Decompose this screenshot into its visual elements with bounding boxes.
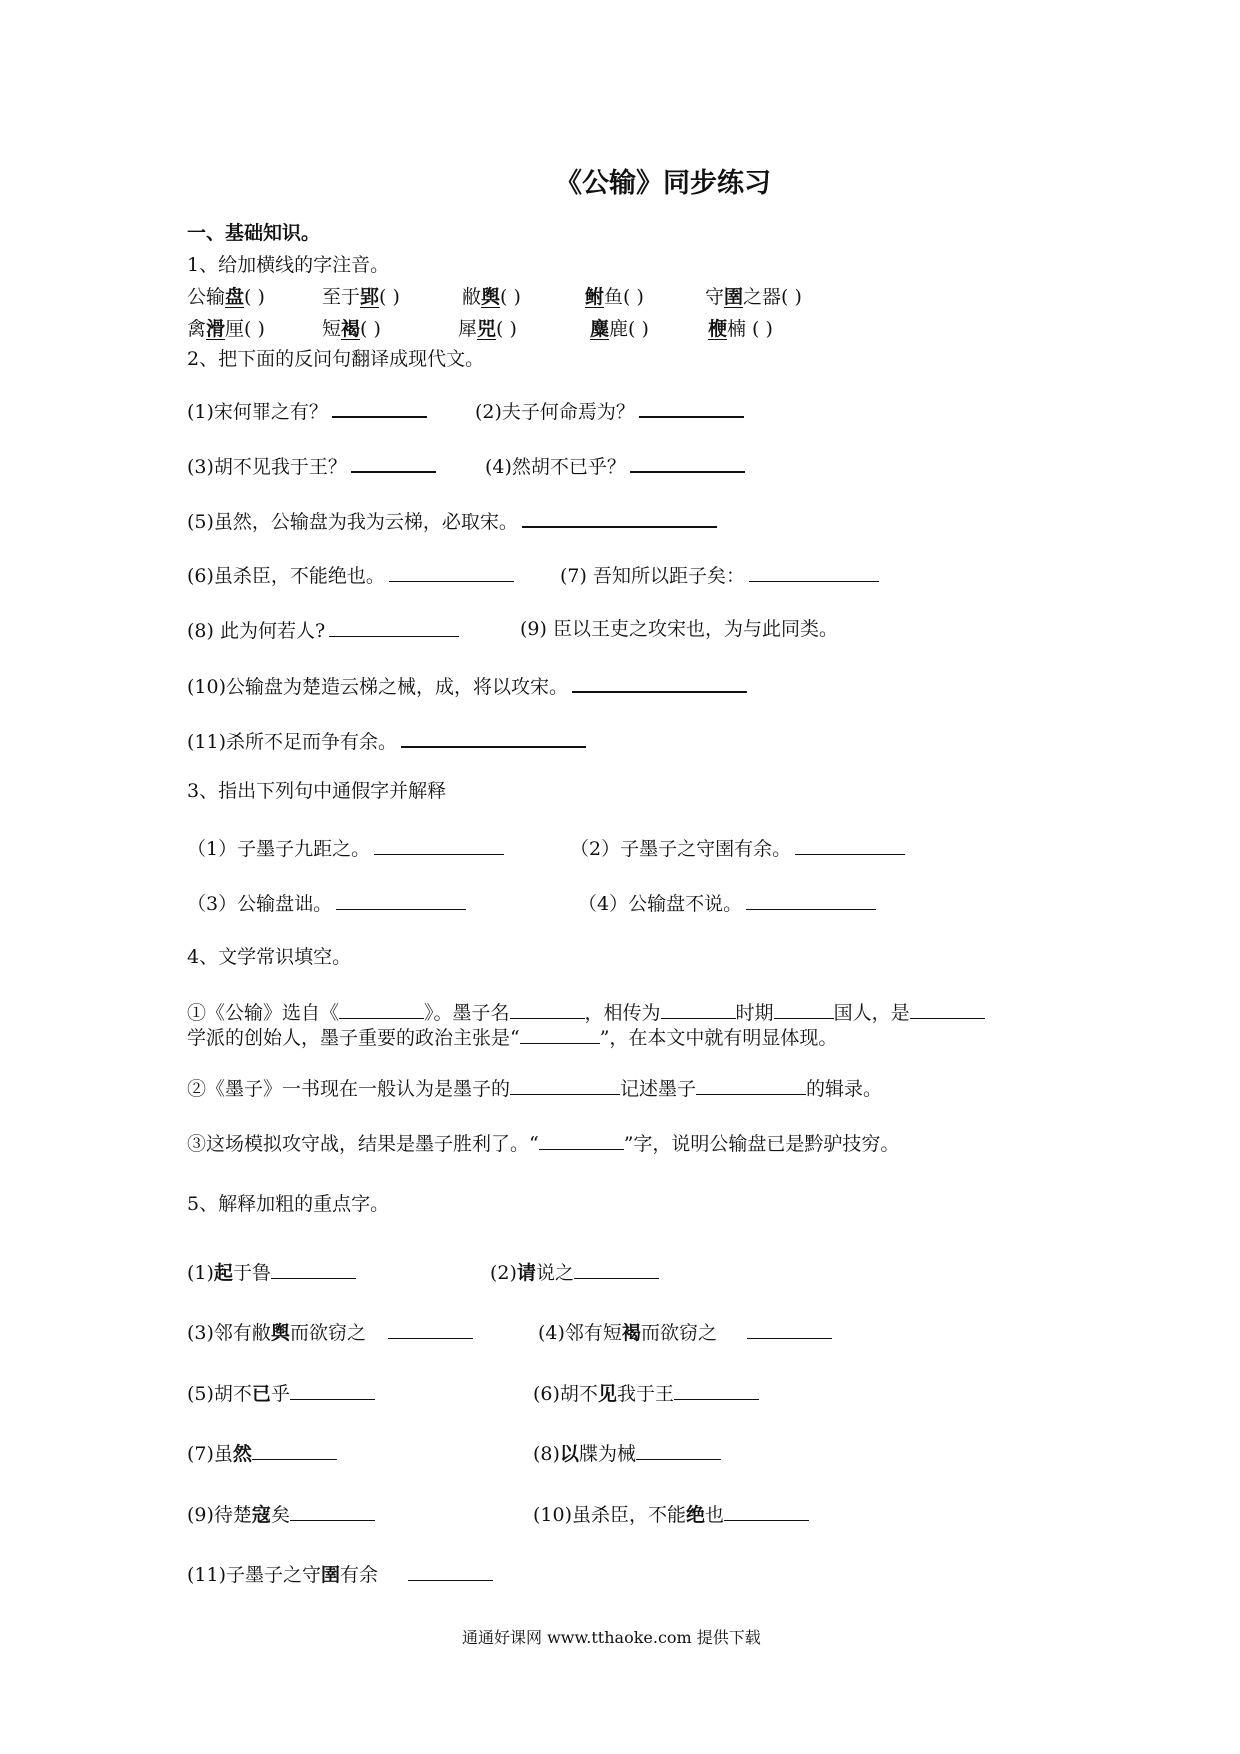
tongjia-item: （1）子墨子九距之。 bbox=[187, 838, 504, 859]
answer-blank[interactable] bbox=[520, 1027, 600, 1044]
keyword-item: (5)胡不已乎 bbox=[187, 1383, 375, 1404]
translate-item: (4)然胡不已乎？ bbox=[485, 455, 745, 477]
keyword-item: (7)虽然 bbox=[187, 1443, 337, 1464]
answer-blank[interactable] bbox=[336, 893, 466, 910]
answer-blank[interactable] bbox=[795, 838, 905, 855]
answer-blank[interactable] bbox=[636, 1443, 721, 1460]
answer-blank[interactable] bbox=[910, 1002, 985, 1019]
translate-item: (8) 此为何若人? bbox=[187, 620, 459, 641]
translate-item: (2)夫子何命焉为？ bbox=[475, 400, 744, 422]
pinyin-item: 敝舆( ) bbox=[462, 286, 521, 308]
answer-blank[interactable] bbox=[522, 510, 717, 528]
answer-blank[interactable] bbox=[290, 1383, 375, 1400]
answer-blank[interactable] bbox=[329, 620, 459, 637]
pinyin-item: 短褐( ) bbox=[322, 318, 381, 340]
answer-blank[interactable] bbox=[510, 1078, 620, 1095]
translate-item: (7) 吾知所以距子矣： bbox=[560, 565, 879, 586]
answer-blank[interactable] bbox=[696, 1078, 806, 1095]
question-2-heading: 2、把下面的反问句翻译成现代文。 bbox=[187, 348, 485, 370]
answer-blank[interactable] bbox=[574, 1262, 659, 1279]
answer-blank[interactable] bbox=[630, 455, 745, 473]
literature-paragraph-1: ①《公输》选自《 》。墨子名 ，相传为 时期 国人，是 bbox=[187, 1002, 985, 1023]
pinyin-item: 犀兕( ) bbox=[458, 318, 517, 340]
answer-blank[interactable] bbox=[747, 1322, 832, 1339]
answer-blank[interactable] bbox=[539, 1133, 624, 1150]
question-3-heading: 3、指出下列句中通假字并解释 bbox=[187, 780, 447, 802]
translate-item: (11)杀所不足而争有余。 bbox=[187, 730, 586, 752]
keyword-item: (10)虽杀臣，不能绝也 bbox=[533, 1504, 809, 1525]
footer-credit: 通通好课网 www.tthaoke.com 提供下载 bbox=[462, 1628, 761, 1647]
answer-blank[interactable] bbox=[252, 1443, 337, 1460]
keyword-item: (8)以牒为械 bbox=[533, 1443, 721, 1464]
translate-item: (1)宋何罪之有？ bbox=[187, 400, 427, 422]
translate-item: (10)公输盘为楚造云梯之械，成，将以攻宋。 bbox=[187, 675, 747, 697]
keyword-item: (1)起于鲁 bbox=[187, 1262, 356, 1283]
keyword-item: (3)邻有敝舆而欲窃之 bbox=[187, 1322, 473, 1343]
answer-blank[interactable] bbox=[774, 1002, 834, 1019]
pinyin-item: 麋鹿( ) bbox=[590, 318, 649, 340]
answer-blank[interactable] bbox=[674, 1383, 759, 1400]
answer-blank[interactable] bbox=[746, 893, 876, 910]
literature-paragraph-1-cont: 学派的创始人，墨子重要的政治主张是“ ”，在本文中就有明显体现。 bbox=[187, 1027, 838, 1049]
answer-blank[interactable] bbox=[388, 1322, 473, 1339]
answer-blank[interactable] bbox=[510, 1002, 585, 1019]
question-4-heading: 4、文学常识填空。 bbox=[187, 946, 352, 968]
answer-blank[interactable] bbox=[639, 400, 744, 418]
answer-blank[interactable] bbox=[374, 838, 504, 855]
question-5-heading: 5、解释加粗的重点字。 bbox=[187, 1193, 390, 1215]
keyword-item: (9)待楚寇矣 bbox=[187, 1504, 375, 1525]
answer-blank[interactable] bbox=[351, 455, 436, 473]
answer-blank[interactable] bbox=[749, 565, 879, 582]
literature-paragraph-2: ②《墨子》一书现在一般认为是墨子的 记述墨子 的辑录。 bbox=[187, 1078, 883, 1100]
translate-item: (3)胡不见我于王？ bbox=[187, 455, 436, 477]
translate-item: (5)虽然，公输盘为我为云梯，必取宋。 bbox=[187, 510, 717, 532]
keyword-item: (4)邻有短褐而欲窃之 bbox=[538, 1322, 832, 1343]
translate-item: (9) 臣以王吏之攻宋也，为与此同类。 bbox=[520, 618, 838, 640]
tongjia-item: （3）公输盘诎。 bbox=[187, 893, 466, 914]
pinyin-item: 禽滑厘( ) bbox=[187, 318, 265, 340]
answer-blank[interactable] bbox=[389, 565, 514, 582]
pinyin-item: 鲋鱼( ) bbox=[585, 286, 644, 308]
answer-blank[interactable] bbox=[339, 1002, 424, 1019]
answer-blank[interactable] bbox=[724, 1504, 809, 1521]
pinyin-item: 守圉之器( ) bbox=[705, 286, 802, 308]
keyword-item: (11)子墨子之守圉有余 bbox=[187, 1564, 493, 1585]
keyword-item: (6)胡不见我于王 bbox=[533, 1383, 759, 1404]
section-heading: 一、基础知识。 bbox=[187, 222, 321, 244]
tongjia-item: （4）公输盘不说。 bbox=[578, 893, 876, 914]
answer-blank[interactable] bbox=[401, 730, 586, 748]
literature-paragraph-3: ③这场模拟攻守战，结果是墨子胜利了。“ ”字，说明公输盘已是黔驴技穷。 bbox=[187, 1133, 900, 1155]
pinyin-item: 楩楠 ( ) bbox=[708, 318, 773, 340]
answer-blank[interactable] bbox=[290, 1504, 375, 1521]
answer-blank[interactable] bbox=[271, 1262, 356, 1279]
question-1-heading: 1、给加横线的字注音。 bbox=[187, 254, 390, 276]
answer-blank[interactable] bbox=[332, 400, 427, 418]
keyword-item: (2)请说之 bbox=[490, 1262, 659, 1283]
pinyin-item: 公输盘( ) bbox=[187, 286, 265, 308]
tongjia-item: （2）子墨子之守圉有余。 bbox=[570, 838, 905, 859]
answer-blank[interactable] bbox=[572, 675, 747, 693]
answer-blank[interactable] bbox=[661, 1002, 736, 1019]
page-title: 《公输》同步练习 bbox=[555, 168, 771, 199]
translate-item: (6)虽杀臣，不能绝也。 bbox=[187, 565, 514, 586]
pinyin-item: 至于郢( ) bbox=[322, 286, 400, 308]
answer-blank[interactable] bbox=[408, 1564, 493, 1581]
